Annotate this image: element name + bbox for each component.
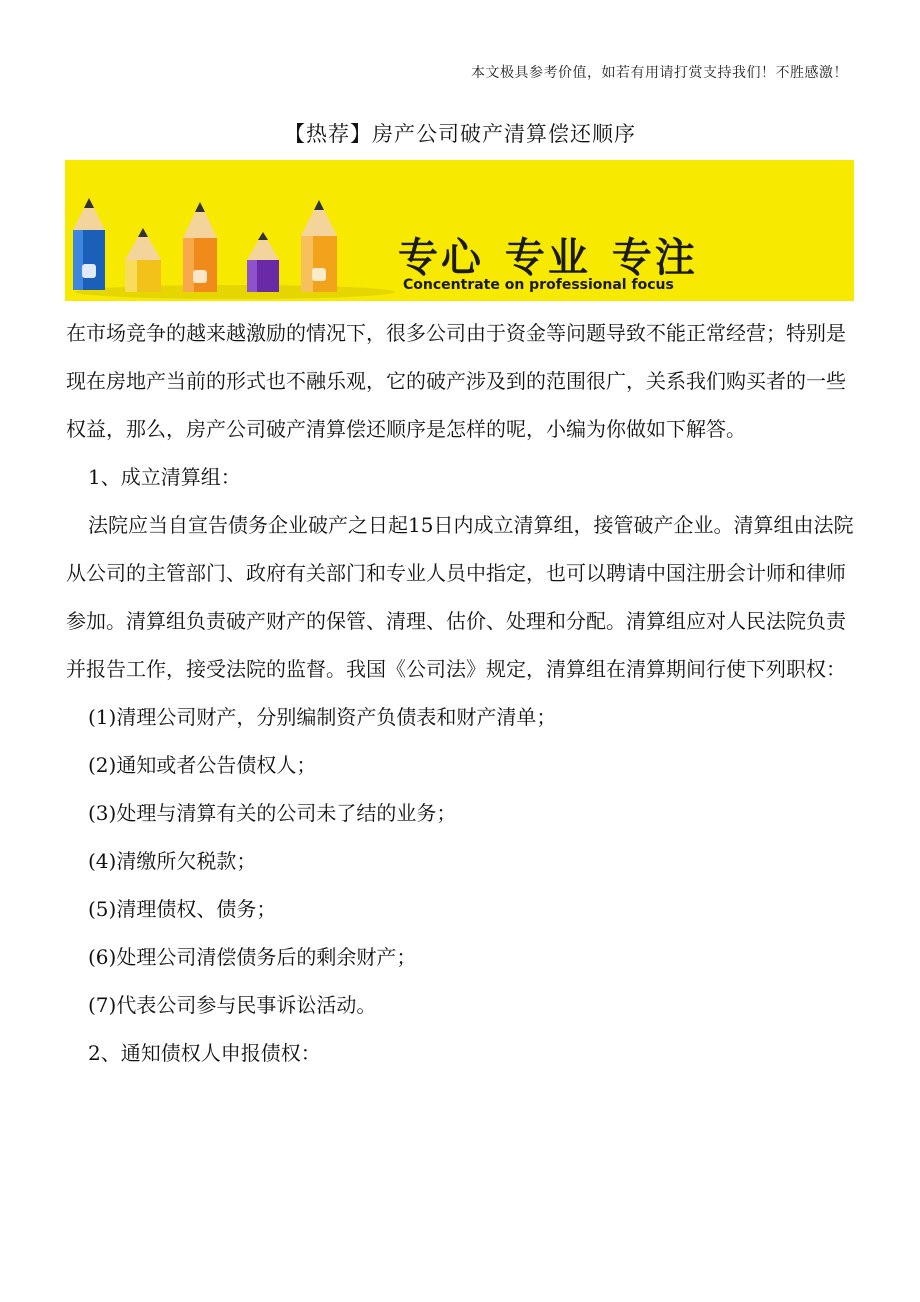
section-heading-2: 2、通知债权人申报债权：: [88, 1041, 321, 1065]
list-item: (6)处理公司清偿债务后的剩余财产；: [88, 945, 417, 969]
banner-image: [65, 160, 854, 301]
intro-paragraph: 在市场竞争的越来越激励的情况下，很多公司由于资金等问题导致不能正常经营；特别是现在房地产当前的形式也不融乐观，它的破产涉及到的范围很广，关系我们购买者的一些权益，那么，房产公司破产清算偿还顺序是怎样的呢，小编为你做如下解答。: [66, 321, 846, 441]
section-heading-1: 1、成立清算组：: [88, 465, 241, 489]
list-item: (2)通知或者公告债权人；: [88, 753, 317, 777]
list-item: (1)清理公司财产，分别编制资产负债表和财产清单；: [88, 705, 557, 729]
banner-slogan: 专心 专业 专注: [398, 235, 698, 281]
document-body: [66, 309, 856, 1077]
document-title: 【热荐】房产公司破产清算偿还顺序: [284, 122, 636, 146]
list-item: (3)处理与清算有关的公司未了结的业务；: [88, 801, 457, 825]
list-item: (4)清缴所欠税款；: [88, 849, 257, 873]
pencil-blue-icon: [73, 198, 105, 290]
section-body-1: 法院应当自宣告债务企业破产之日起15日内成立清算组，接管破产企业。清算组由法院从公司的主管部门、政府有关部门和专业人员中指定，也可以聘请中国注册会计师和律师参加。清算组负责破产财产的保管、清理、估价、处理和分配。清算组应对人民法院负责并报告工作，接受法院的监督。我国《公司法》规定，清算组在清算期间行使下列职权：: [66, 513, 854, 681]
banner-slogan-english: Concentrate on professional focus: [403, 277, 674, 293]
pencil-amber-icon: [301, 200, 337, 292]
pencil-yellow-icon: [125, 228, 161, 292]
pencil-purple-icon: [247, 232, 279, 292]
pencils-illustration: [65, 160, 395, 301]
pencil-orange-icon: [183, 202, 217, 292]
list-item: (7)代表公司参与民事诉讼活动。: [88, 993, 377, 1017]
list-item: (5)清理债权、债务；: [88, 897, 277, 921]
top-note: 本文极具参考价值，如若有用请打赏支持我们！不胜感激！: [471, 65, 848, 81]
